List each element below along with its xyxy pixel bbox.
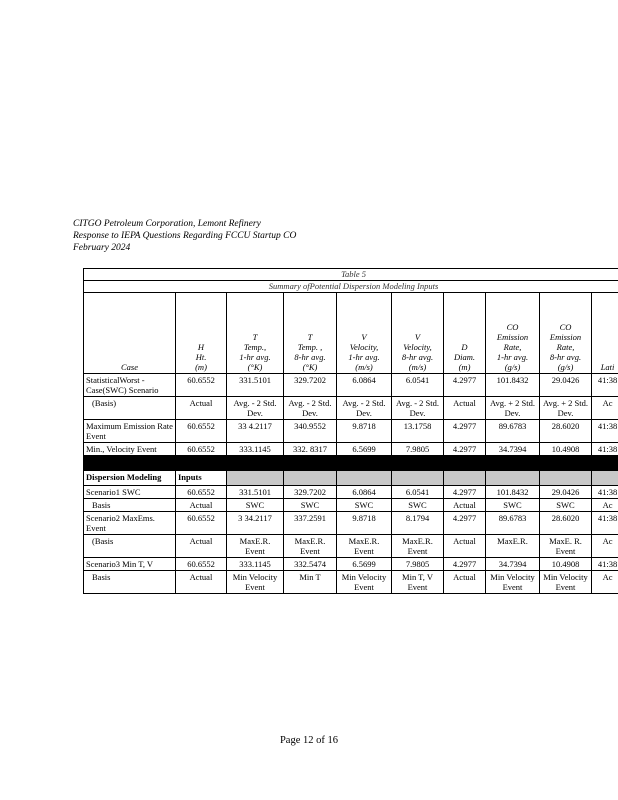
table-cell: 28.6020	[540, 512, 592, 535]
table-row	[84, 420, 618, 443]
column-header-line: Diam.	[453, 352, 475, 362]
section-fill	[227, 471, 284, 486]
column-header-row	[84, 293, 618, 374]
table-cell: 4.2977	[444, 558, 486, 571]
column-header-line: Emission	[549, 332, 582, 342]
column-header-line: 1-hr avg.	[239, 352, 271, 362]
column-header-line: V	[414, 332, 421, 342]
table-cell: StatisticalWorst - Case(SWC) Scenario	[84, 374, 176, 397]
table-cell: SWC	[540, 499, 592, 512]
table-cell: 34.7394	[486, 558, 540, 571]
table-cell: 3 34.2117	[227, 512, 284, 535]
table-cell: 60.6552	[176, 420, 227, 443]
separator-bar	[84, 456, 618, 471]
table-cell: MaxE. R. Event	[540, 535, 592, 558]
column-header-line: 1-hr avg.	[496, 352, 529, 362]
table-cell: Avg. - 2 Std. Dev.	[337, 397, 392, 420]
table-cell: 329.7202	[284, 486, 337, 499]
table-cell: 7.9805	[392, 443, 444, 456]
table-cell: MaxE.R. Event	[227, 535, 284, 558]
table-row	[84, 512, 618, 535]
table-cell: 7.9805	[392, 558, 444, 571]
section-fill	[592, 471, 618, 486]
section-row	[84, 471, 618, 486]
column-header	[84, 293, 176, 374]
page-number: Page 12 of 16	[279, 735, 339, 746]
table-cell: SWC	[284, 499, 337, 512]
table-cell: 340.9552	[284, 420, 337, 443]
column-header-line: T	[252, 332, 258, 342]
column-header-line: D	[461, 342, 468, 352]
table-cell: Min Velocity Event	[540, 571, 592, 594]
table-cell: Min Velocity Event	[337, 571, 392, 594]
table-cell: 6.5699	[337, 558, 392, 571]
table-cell: MaxE.R. Event	[284, 535, 337, 558]
table-title-row	[84, 281, 618, 293]
section-fill	[486, 471, 540, 486]
table-cell: Avg. + 2 Std. Dev.	[486, 397, 540, 420]
table-cell: Avg. - 2 Std. Dev.	[284, 397, 337, 420]
table-cell: 89.6783	[486, 512, 540, 535]
column-header-line: Velocity,	[403, 342, 432, 352]
separator-band	[84, 456, 618, 471]
table-row	[84, 535, 618, 558]
column-header-line: CO	[559, 322, 572, 332]
table-cell: Avg. + 2 Std. Dev.	[540, 397, 592, 420]
table-cell: SWC	[486, 499, 540, 512]
table-cell: 41:38	[592, 512, 618, 535]
table-row	[84, 486, 618, 499]
table-cell: (Basis	[84, 535, 176, 558]
column-header-line: (m/s)	[355, 362, 373, 372]
column-header-line: 8-hr avg.	[549, 352, 582, 362]
column-header-line: T	[307, 332, 313, 342]
table-cell: 60.6552	[176, 486, 227, 499]
table-cell: 332. 8317	[284, 443, 337, 456]
table-cell: Min., Velocity Event	[84, 443, 176, 456]
table-cell: 41:38	[592, 443, 618, 456]
table-cell: Basis	[84, 571, 176, 594]
table-cell: 4.2977	[444, 420, 486, 443]
section-fill	[392, 471, 444, 486]
column-header	[176, 293, 227, 374]
table-cell: Avg. - 2 Std. Dev.	[392, 397, 444, 420]
column-header-line: 8-hr avg.	[401, 352, 434, 362]
table-cell: 29.0426	[540, 486, 592, 499]
table-cell: 33 4.2117	[227, 420, 284, 443]
section-fill	[284, 471, 337, 486]
table-cell: 4.2977	[444, 443, 486, 456]
table-cell: Actual	[176, 397, 227, 420]
table-cell: SWC	[392, 499, 444, 512]
table-cell: MaxE.R. Event	[392, 535, 444, 558]
table-cell: 10.4908	[540, 443, 592, 456]
column-header-line: (m)	[195, 362, 207, 372]
table-row	[84, 374, 618, 397]
section-label-2: Inputs	[176, 471, 227, 486]
table-cell: 4.2977	[444, 374, 486, 397]
table-row	[84, 499, 618, 512]
column-header-line: (g/s)	[504, 362, 521, 372]
column-header-line: Velocity,	[349, 342, 379, 352]
table-cell: 29.0426	[540, 374, 592, 397]
table-cell: 333.1145	[227, 443, 284, 456]
column-header-line: Temp.,	[243, 342, 267, 352]
table-cell: 41:38	[592, 558, 618, 571]
table-cell: Min Velocity Event	[486, 571, 540, 594]
table-cell: 28.6020	[540, 420, 592, 443]
column-header	[486, 293, 540, 374]
table-number: Table 5	[84, 269, 618, 281]
table-cell: 4.2977	[444, 512, 486, 535]
table-cell: 332.5474	[284, 558, 337, 571]
column-header-line: V	[361, 332, 367, 342]
column-header	[540, 293, 592, 374]
table-title: Summary ofPotential Dispersion Modeling Inputs	[84, 281, 618, 293]
column-header	[592, 293, 618, 374]
table-cell: 337.2591	[284, 512, 337, 535]
table-cell: 333.1145	[227, 558, 284, 571]
table-cell: Actual	[176, 535, 227, 558]
table-cell: 89.6783	[486, 420, 540, 443]
table-cell: 331.5101	[227, 486, 284, 499]
table-cell: Maximum Emission Rate Event	[84, 420, 176, 443]
table-cell: 101.8432	[486, 374, 540, 397]
table-cell: 41:38	[592, 486, 618, 499]
table-cell: 6.0864	[337, 374, 392, 397]
section-fill	[444, 471, 486, 486]
table-cell: 41:38	[592, 420, 618, 443]
section-fill	[540, 471, 592, 486]
header-date: February 2024	[73, 243, 131, 253]
table-cell: 10.4908	[540, 558, 592, 571]
column-header-line: Rate,	[556, 342, 575, 352]
table-cell: 6.0541	[392, 486, 444, 499]
table-cell: Ac	[592, 535, 618, 558]
table-cell: Min T	[284, 571, 337, 594]
column-header-line: Rate,	[503, 342, 522, 352]
table-number-row	[84, 269, 618, 281]
table-cell: 8.1794	[392, 512, 444, 535]
table-cell: Min T, V Event	[392, 571, 444, 594]
table-cell: MaxE.R.	[486, 535, 540, 558]
table-cell: Actual	[176, 499, 227, 512]
section-fill	[337, 471, 392, 486]
modeling-inputs-table	[83, 268, 618, 594]
table-row	[84, 443, 618, 456]
table-cell: 60.6552	[176, 512, 227, 535]
table-cell: 329.7202	[284, 374, 337, 397]
table-cell: SWC	[227, 499, 284, 512]
table-cell: Scenario2 MaxEms. Event	[84, 512, 176, 535]
table-cell: 6.0541	[392, 374, 444, 397]
header-company: CITGO Petroleum Corporation, Lemont Refinery	[73, 219, 261, 229]
column-header	[227, 293, 284, 374]
table-cell: Actual	[444, 397, 486, 420]
column-header-line: (°K)	[247, 362, 263, 372]
column-header	[444, 293, 486, 374]
table-cell: Basis	[84, 499, 176, 512]
table-cell: 60.6552	[176, 443, 227, 456]
section-label: Dispersion Modeling	[84, 471, 176, 486]
table-cell: 6.5699	[337, 443, 392, 456]
column-header	[337, 293, 392, 374]
column-header-line: 1-hr avg.	[348, 352, 380, 362]
table-row	[84, 558, 618, 571]
column-header-line: Emission	[496, 332, 529, 342]
column-header	[392, 293, 444, 374]
table-cell: Ac	[592, 397, 618, 420]
table-cell: 34.7394	[486, 443, 540, 456]
column-header-line: (g/s)	[557, 362, 574, 372]
table-row	[84, 571, 618, 594]
column-header-line: Lati	[600, 362, 615, 372]
table-cell: Ac	[592, 499, 618, 512]
table-cell: Actual	[444, 499, 486, 512]
column-header-line: Case	[121, 362, 138, 372]
table-cell: MaxE.R. Event	[337, 535, 392, 558]
table-cell: 6.0864	[337, 486, 392, 499]
column-header-line: (°K)	[302, 362, 318, 372]
column-header-line: 8-hr avg.	[294, 352, 326, 362]
column-header-line: Temp. ,	[297, 342, 323, 352]
table-cell: 101.8432	[486, 486, 540, 499]
column-header-line: H	[197, 342, 205, 352]
table-cell: Actual	[444, 571, 486, 594]
table-cell: (Basis)	[84, 397, 176, 420]
column-header	[284, 293, 337, 374]
table-cell: 60.6552	[176, 374, 227, 397]
table-cell: Avg. - 2 Std. Dev.	[227, 397, 284, 420]
table-row	[84, 397, 618, 420]
table-cell: 331.5101	[227, 374, 284, 397]
table-cell: Actual	[176, 571, 227, 594]
header-subject: Response to IEPA Questions Regarding FCCU Startup CO	[73, 231, 297, 241]
table-cell: 4.2977	[444, 486, 486, 499]
table-cell: Scenario3 Min T, V	[84, 558, 176, 571]
table-cell: 9.8718	[337, 512, 392, 535]
table-cell: Ac	[592, 571, 618, 594]
table-cell: 13.1758	[392, 420, 444, 443]
document-header	[73, 218, 296, 254]
column-header-line: (m)	[458, 362, 471, 372]
column-header-line: CO	[506, 322, 519, 332]
table-cell: 60.6552	[176, 558, 227, 571]
column-header-line: Ht.	[195, 352, 207, 362]
table-cell: Actual	[444, 535, 486, 558]
table-cell: 9.8718	[337, 420, 392, 443]
table-cell: SWC	[337, 499, 392, 512]
column-header-line: (m/s)	[408, 362, 427, 372]
table-cell: Scenario1 SWC	[84, 486, 176, 499]
table-cell: 41:38	[592, 374, 618, 397]
table-cell: Min Velocity Event	[227, 571, 284, 594]
